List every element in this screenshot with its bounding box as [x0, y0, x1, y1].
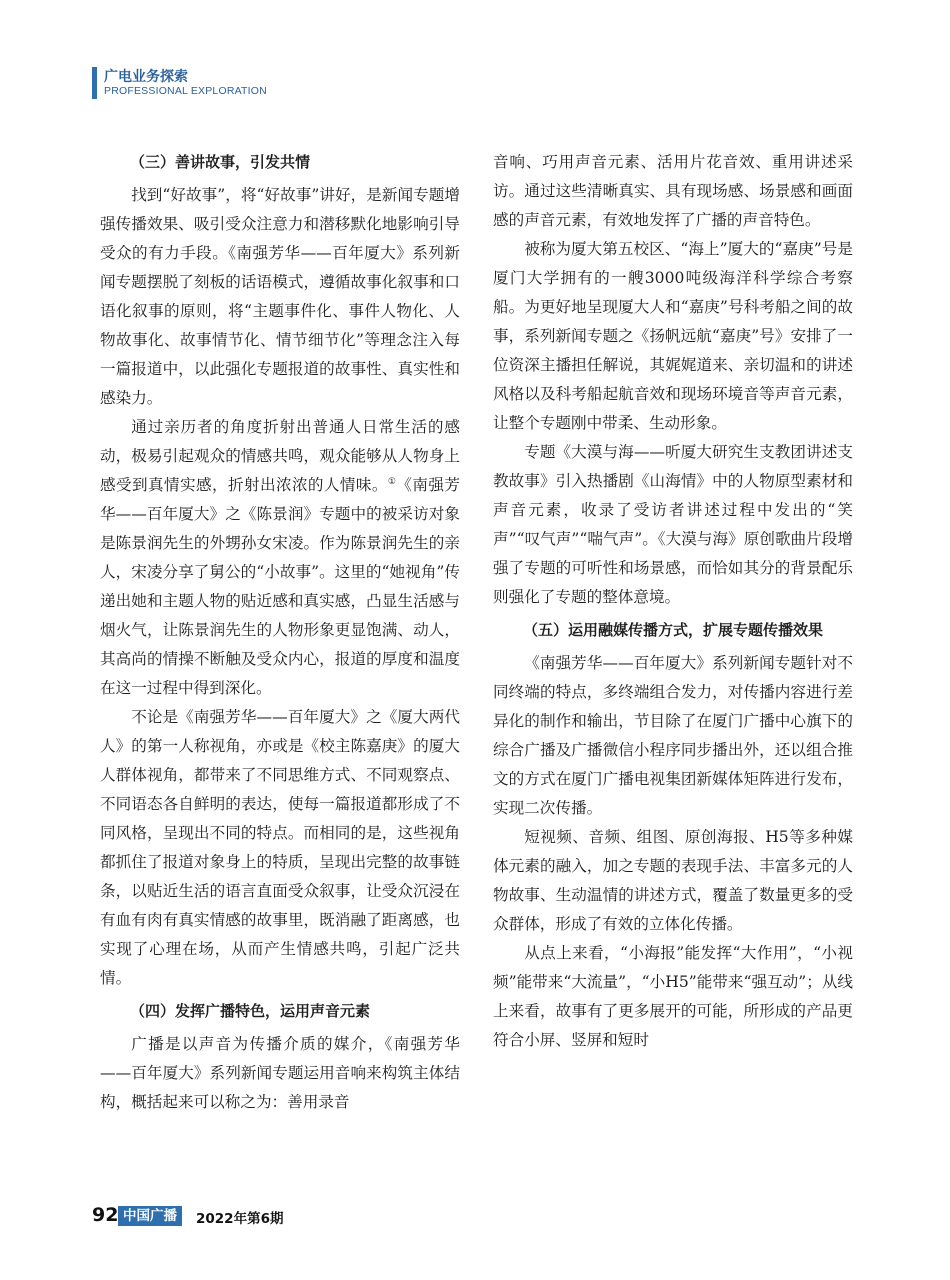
section-heading-4: （四）发挥广播特色，运用声音元素	[130, 1002, 371, 1020]
paragraph: 专题《大漠与海——听厦大研究生支教团讲述支教故事》引入热播剧《山海情》中的人物原型素材和声音元素，收录了受访者讲述过程中发出的“笑声”“叹气声”“喘气声”。《大漠与海》原创歌曲片段增强了专题的可听性和场景感，而恰如其分的背景配乐则强化了专题的整体意境。	[493, 443, 853, 606]
paragraph: 从点上来看，“小海报”能发挥“大作用”，“小视频”能带来“大流量”，“小H5”能带来“强互动”；从线上来看，故事有了更多展开的可能，所形成的产品更符合小屏、竖屏和短时	[493, 944, 854, 1049]
paragraph-text: 《南强芳华——百年厦大》之《陈景润》专题中的被采访对象是陈景润先生的外甥孙女宋凌。作为陈景润先生的亲人，宋凌分享了舅公的“小故事”。这里的“她视角”传递出她和主题人物的贴近感和真实感，凸显生活感与烟火气，让陈景润先生的人物形象更显饱满、动人，其高尚的情操不断触及受众内心，报道的厚度和温度在这一过程中得到深化。	[100, 476, 460, 697]
right-column	[493, 148, 853, 1055]
section-title-en: PROFESSIONAL EXPLORATION	[104, 85, 267, 97]
left-column	[100, 148, 460, 1117]
paragraph-continued: 音响、巧用声音元素、活用片花音效、重用讲述采访。通过这些清晰真实、具有现场感、场景感和画面感的声音元素，有效地发挥了广播的声音特色。	[493, 153, 853, 229]
paragraph: 不论是《南强芳华——百年厦大》之《厦大两代人》的第一人称视角，亦或是《校主陈嘉庚》的厦大人群体视角，都带来了不同思维方式、不同观察点、不同语态各自鲜明的表达，使每一篇报道都形成了不同风格，呈现出不同的特点。而相同的是，这些视角都抓住了报道对象身上的特质，呈现出完整的故事链条，以贴近生活的语言直面受众叙事，让受众沉浸在有血有肉有真实情感的故事里，既消融了距离感，也实现了心理在场，从而产生情感共鸣，引起广泛共情。	[100, 708, 460, 987]
paragraph: 找到“好故事”，将“好故事”讲好，是新闻专题增强传播效果、吸引受众注意力和潜移默化地影响引导受众的有力手段。《南强芳华——百年厦大》系列新闻专题摆脱了刻板的话语模式，遵循故事化叙事和口语化叙事的原则，将“主题事件化、事件人物化、人物故事化、故事情节化、情节细节化”等理念注入每一篇报道中，以此强化专题报道的故事性、真实性和感染力。	[100, 186, 460, 407]
page-number: 92	[92, 1204, 119, 1226]
section-heading-3: （三）善讲故事，引发共情	[130, 153, 311, 171]
section-title-cn: 广电业务探索	[104, 69, 188, 85]
paragraph: 短视频、音频、组图、原创海报、H5等多种媒体元素的融入，加之专题的表现手法、丰富多元的人物故事、生动温情的讲述方式，覆盖了数量更多的受众群体，形成了有效的立体化传播。	[493, 828, 853, 933]
header-accent-bar	[92, 67, 97, 99]
magazine-name: 中国广播	[118, 1206, 182, 1226]
paragraph: 广播是以声音为传播介质的媒介，《南强芳华——百年厦大》系列新闻专题运用音响来构筑主体结构，概括起来可以称之为：善用录音	[100, 1035, 460, 1111]
section-heading-5: （五）运用融媒传播方式，扩展专题传播效果	[523, 621, 824, 639]
issue-label: 2022年第6期	[196, 1211, 284, 1227]
footnote-marker: ①	[387, 476, 397, 487]
paragraph	[100, 413, 460, 703]
paragraph: 《南强芳华——百年厦大》系列新闻专题针对不同终端的特点，多终端组合发力，对传播内容进行差异化的制作和输出，节目除了在厦门广播中心旗下的综合广播及广播微信小程序同步播出外，还以组合推文的方式在厦门广播电视集团新媒体矩阵进行发布，实现二次传播。	[493, 654, 853, 817]
paragraph-text: 通过亲历者的角度折射出普通人日常生活的感动，极易引起观众的情感共鸣，观众能够从人物身上感受到真情实感，折射出浓浓的人情味。	[100, 418, 460, 494]
paragraph: 被称为厦大第五校区、“海上”厦大的“嘉庚”号是厦门大学拥有的一艘3000吨级海洋科学综合考察船。为更好地呈现厦大人和“嘉庚”号科考船之间的故事，系列新闻专题之《扬帆远航“嘉庚”号》安排了一位资深主播担任解说，其娓娓道来、亲切温和的讲述风格以及科考船起航音效和现场环境音等声音元素，让整个专题刚中带柔、生动形象。	[493, 240, 853, 432]
